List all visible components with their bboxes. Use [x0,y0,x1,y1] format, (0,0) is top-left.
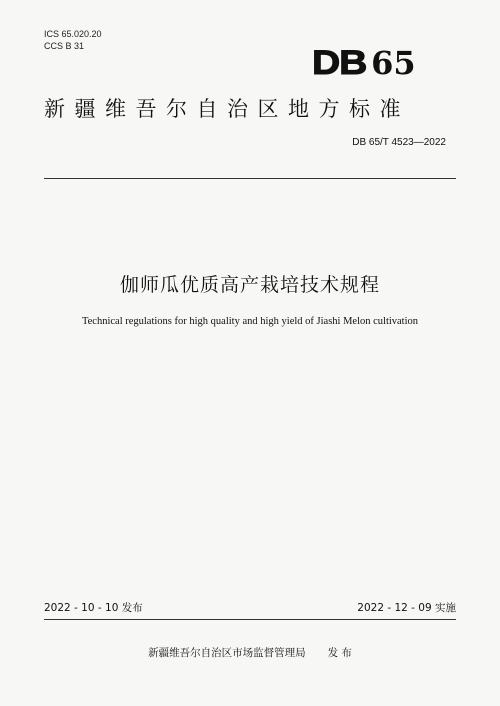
ccs-code: CCS B 31 [44,41,85,51]
ics-code: ICS 65.020.20 [44,29,102,39]
issue-date: 2022 - 10 - 10 发布 [44,602,143,614]
standard-type-title: 新疆维吾尔自治区地方标准 [44,97,410,121]
classification-codes [44,28,102,52]
publisher-name: 新疆维吾尔自治区市场监督管理局 [148,647,306,659]
standard-number: DB 65/T 4523—2022 [352,137,446,148]
logo-number: 65 [371,44,416,82]
publisher-line [0,645,500,660]
implementation-date: 2022 - 12 - 09 实施 [357,602,456,614]
document-title-english: Technical regulations for high quality and high yield of Jiashi Melon cultivation [81,316,419,327]
bottom-divider [44,619,456,620]
document-title-chinese: 伽师瓜优质高产栽培技术规程 [119,274,380,296]
publish-action: 发 布 [327,647,352,659]
top-divider [44,178,456,179]
db-logo [312,46,416,80]
logo-prefix: DB [312,44,367,82]
